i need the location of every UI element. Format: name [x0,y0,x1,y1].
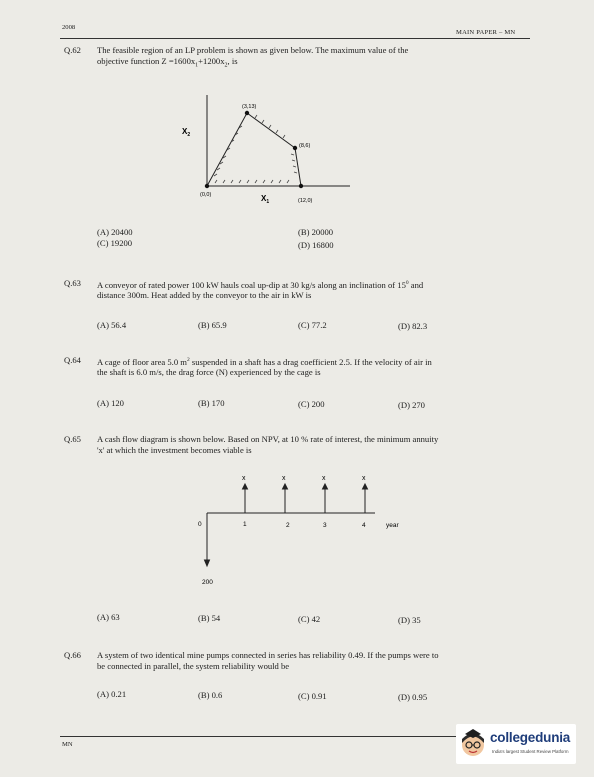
q64-text [97,355,522,378]
brand-name: collegedunia [490,730,571,745]
point-top [245,111,249,115]
q64-option-d[interactable]: (D) 270 [398,400,425,410]
q63-number: Q.63 [64,278,81,288]
tick-3: 3 [323,522,327,529]
inflow-arrows [243,484,368,513]
q64-option-b[interactable]: (B) 170 [198,398,225,408]
lp-feasible-region-figure [170,90,370,208]
tick-1: 1 [243,521,247,528]
cash-flow-diagram [190,470,420,592]
q64-line1: A cage of floor area 5.0 $m^2$ suspended in a shaft has a drag coefficient 2.5. If the velocity of air in [97,356,432,367]
q63-option-b[interactable]: (B) 65.9 [198,320,227,330]
q65-option-c[interactable]: (C) 42 [298,614,321,624]
q65-option-a[interactable]: (A) 63 [97,612,120,622]
label-p-right: (8,6) [299,143,311,149]
q65-text [97,434,522,455]
q64-number: Q.64 [64,355,81,365]
edge-top-right [247,113,295,148]
q66-text [97,650,522,671]
tick-0: 0 [198,521,202,528]
q62-text [97,45,522,71]
q65-line1: A cash flow diagram is shown below. Based on NPV, at 10 % rate of interest, the minimum annuity [97,434,439,444]
q63-line1: A conveyor of rated power 100 kW hauls coal up-dip at 30 kg/s along an inclination of $15^0$ and [97,279,424,290]
tick-2: 2 [286,522,290,529]
q65-option-b[interactable]: (B) 54 [198,613,221,623]
header-paper: MAIN PAPER – MN [456,29,516,36]
q62-option-c[interactable]: (C) 19200 [97,238,133,248]
q63-option-c[interactable]: (C) 77.2 [298,320,327,330]
label-y-axis: $X_2$ [182,127,191,138]
q66-option-c[interactable]: (C) 0.91 [298,691,327,701]
q62-option-b[interactable]: (B) 20000 [298,227,334,237]
header-year: 2008 [62,24,76,31]
collegedunia-watermark [456,724,576,764]
q64-option-a[interactable]: (A) 120 [97,398,124,408]
student-mascot-icon [459,728,487,760]
x-mark-3: x [322,475,326,482]
label-p-x: (12,0) [298,198,313,204]
point-right [293,146,297,150]
header-rule [60,38,530,39]
q66-line1: A system of two identical mine pumps connected in series has reliability 0.49. If the pumps were to [97,650,439,660]
q63-option-a[interactable]: (A) 56.4 [97,320,127,330]
q63-option-d[interactable]: (D) 82.3 [398,321,428,331]
q62-number: Q.62 [64,45,81,55]
label-p-top: (3,13) [242,104,257,110]
q63-text [97,278,522,301]
hatch-top [255,115,285,138]
point-origin [205,184,209,188]
outflow-value: 200 [202,579,213,586]
hatch-bottom [215,180,289,183]
edge-origin-top [207,113,247,186]
q66-option-d[interactable]: (D) 0.95 [398,692,428,702]
q64-option-c[interactable]: (C) 200 [298,399,325,409]
q63-line2: distance 300m. Heat added by the conveyor to the air in kW is [97,290,312,301]
x-mark-2: x [282,475,286,482]
q64-line2: the shaft is 6.0 m/s, the drag force (N) experienced by the cage is [97,367,321,378]
outflow-arrow [205,513,210,566]
q62-line2: objective function $Z =1600x_1+1200x_2$, is [97,55,238,69]
label-p-origin: (0,0) [200,192,212,198]
hatch-left [214,126,242,176]
footer-code: MN [62,741,73,748]
q66-option-a[interactable]: (A) 0.21 [97,689,127,699]
q62-line1: The feasible region of an LP problem is shown as given below. The maximum value of the [97,45,409,55]
brand-tagline: India's largest Student Review Platform [492,749,569,754]
q66-option-b[interactable]: (B) 0.6 [198,690,223,700]
q65-option-d[interactable]: (D) 35 [398,615,421,625]
q65-number: Q.65 [64,434,81,444]
q62-option-d[interactable]: (D) 16800 [298,240,334,250]
q66-number: Q.66 [64,650,81,660]
q66-line2: be connected in parallel, the system reliability would be [97,660,290,671]
axis-label-year: year [386,522,399,529]
x-mark-1: x [242,475,246,482]
x-mark-4: x [362,475,366,482]
label-x-axis: $X_1$ [261,194,270,205]
tick-4: 4 [362,522,366,529]
q62-option-a[interactable]: (A) 20400 [97,227,133,237]
footer-rule [60,736,470,737]
point-x [299,184,303,188]
q65-line2: 'x' at which the investment becomes viable is [97,444,252,455]
